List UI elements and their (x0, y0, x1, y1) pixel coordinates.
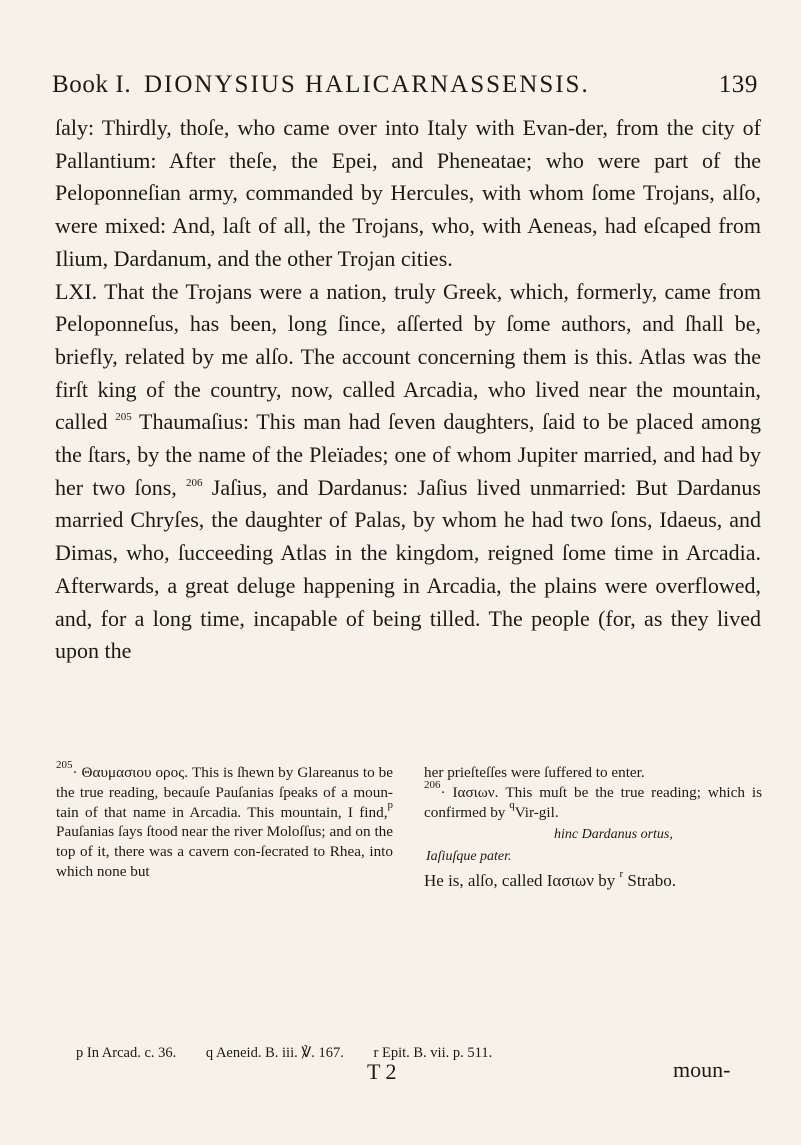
paragraph-2-part-a: LXI. That the Trojans were a nation, truly Greek, which, formerly, came from Peloponneſus, has been, long ſince, aſſerted by ſome authors, and ſhall be, briefly, related by me alſo. The account concerning them is this. Atlas was the firſt king of the country, now, called Arcadia, who lived near the mountain, called (55, 278, 761, 435)
footnote-ref-205: 205 (115, 411, 132, 424)
verse-line-2: Iaſiuſque pater. (426, 849, 512, 865)
footnote-column-right (424, 763, 762, 892)
footnote-text: He is, alſo, called (424, 871, 547, 891)
main-text (55, 112, 761, 668)
page-number: 139 (718, 71, 758, 98)
paragraph-2-part-c: Jaſius, and Dardanus: Jaſius lived unmarried: But Dardanus married Chryſes, the daughter of Palas, by whom he had two ſons, Idaeus, and Dimas, who, ſucceeding Atlas in the kingdom, reigned ſome time in Arcadia. Afterwards, a great deluge happening in Arcadia, the plains were overflowed, and, for a long time, incapable of being tilled. The people (for, as they lived upon the (55, 474, 761, 664)
running-title: DIONYSIUS HALICARNASSENSIS. (144, 71, 590, 98)
reference-mark: r (619, 868, 624, 881)
footnote-206-continued (424, 870, 762, 892)
paragraph-2 (55, 276, 761, 668)
reference-p: p In Arcad. c. 36. (76, 1045, 177, 1061)
running-head (52, 68, 758, 102)
footnotes (56, 759, 762, 1053)
paragraph-1: ſaly: Thirdly, thoſe, who came over into Italy with Evan-der, from the city of Pallantium: After theſe, the Epei, and Pheneatae; who were part of the Peloponneſian army, commanded by Hercules, with whom ſome Trojans, alſo, were mixed: And, laſt of all, the Trojans, who, with Aeneas, had eſcaped from Ilium, Dardanum, and the other Trojan cities. (55, 115, 761, 271)
verse-quotation (424, 824, 762, 868)
references-line (76, 1044, 766, 1062)
reference-mark: q (509, 798, 515, 811)
footnote-text: Vir-gil. (514, 803, 559, 821)
signature-mark: T 2 (367, 1059, 397, 1084)
footnote-text: This muſt be the true reading; which is confirmed by (424, 783, 762, 821)
catchword: moun- (673, 1057, 731, 1082)
paragraph-2-part-b: Thaumaſius: This man had ſeven daughters, ſaid to be placed among the ſtars, by the name of the Pleïades; one of whom Jupiter married, and had by her two ſons, (55, 409, 761, 500)
reference-mark: p (387, 798, 393, 811)
footnote-ref-206: 206 (186, 476, 203, 489)
footnote-text: This is ſhewn by Glareanus to be the true reading, becauſe Pauſanias ſpeaks of a moun-tain of that name in Arcadia. This mountain, I find, (56, 764, 393, 821)
footnote-number: 205 (56, 759, 73, 771)
footnote-text: by (593, 871, 620, 891)
reference-r: r Epit. B. vii. p. 511. (373, 1045, 493, 1061)
greek-word: Ιασιων (546, 871, 594, 891)
footnote-206: $^{206}$· Ιασιων. This muſt be the true reading; which is confirmed by $^q$Vir-gil. (424, 778, 762, 821)
footnote-number: 206 (424, 778, 441, 791)
footnote-205: $^{205}$· Θαυμασιου ορος. This is ſhewn by Glareanus to be the true reading, becauſe Pauſanias ſpeaks of a moun-tain of that name in Arcadia. This mountain, I find,$^p$ Pauſanias ſays ſtood near the river Moloſſus; and on the top of it, there was a cavern con-ſecrated to Rhea, into which none but (56, 759, 393, 880)
book-label: Book I. (52, 71, 132, 98)
greek-phrase: Θαυμασιου ορος. (81, 764, 189, 781)
footnote-205-continued: her prieſteſſes were ſuffered to enter. (424, 764, 645, 781)
reference-q: q Aeneid. B. iii. ℣. 167. (205, 1045, 344, 1061)
verse-line-1: hinc Dardanus ortus, (554, 827, 673, 843)
greek-word: Ιασιων. (452, 783, 499, 801)
footnote-text: Pauſanias ſays ſtood near the river Moloſſus; and on the top of it, there was a cavern con-ſecrated to Rhea, into which none but (56, 823, 393, 880)
footnote-column-left (56, 759, 393, 882)
footnote-text: Strabo. (623, 871, 676, 891)
